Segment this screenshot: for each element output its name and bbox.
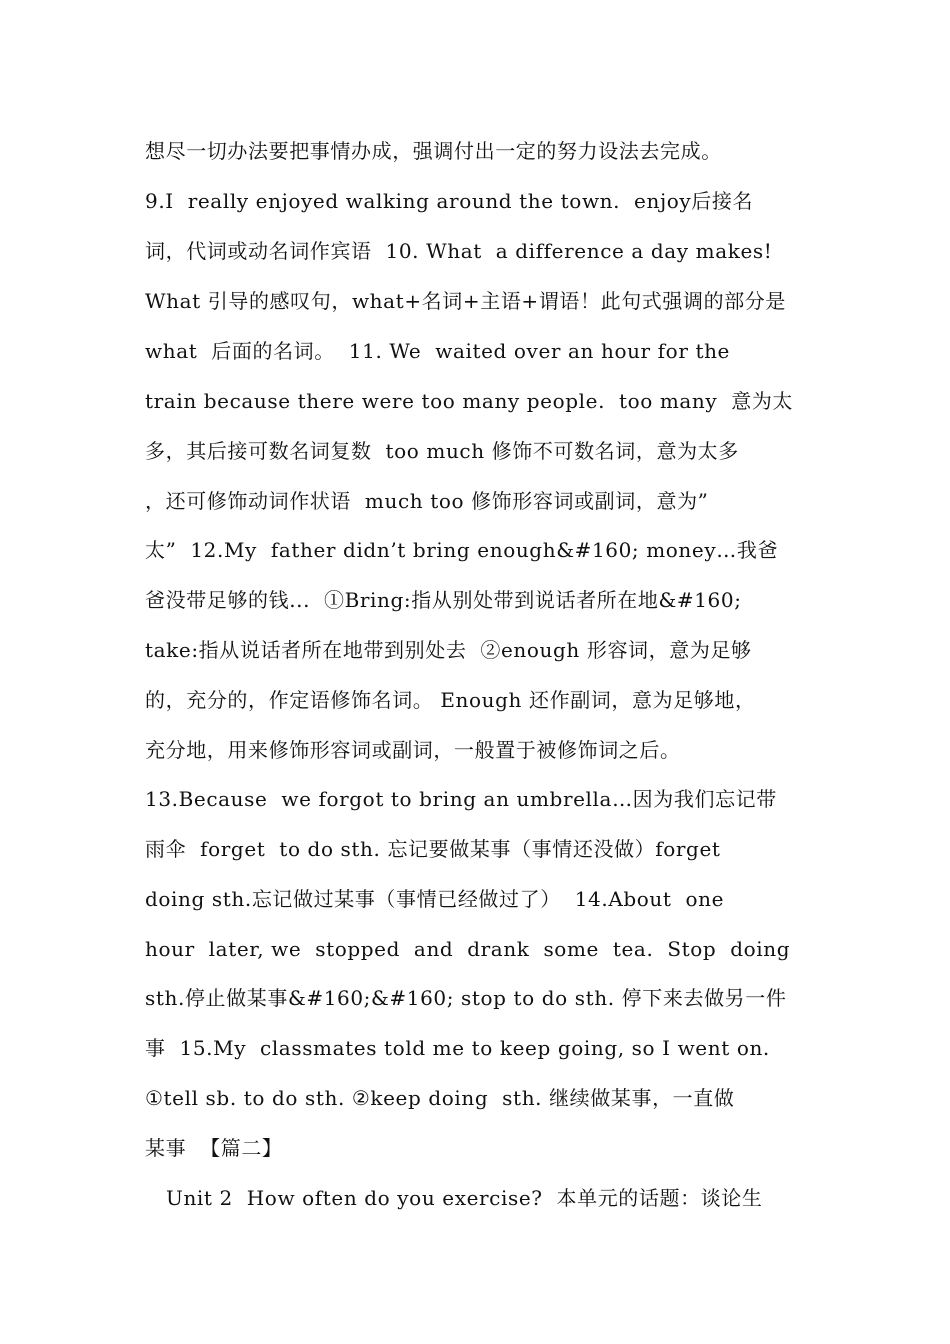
text-line: 9.I really enjoyed walking around the town. enjoy后接名 xyxy=(145,189,754,213)
text-line: what 后面的名词。 11. We waited over an hour for the xyxy=(145,339,730,363)
text-line: 事 15.My classmates told me to keep going, so I went on. xyxy=(145,1036,770,1060)
text-line: 太” 12.My father didn’t bring enough&#160; money…我爸 xyxy=(145,538,779,562)
text-line: 想尽一切办法要把事情办成，强调付出一定的努力设法去完成。 xyxy=(145,139,722,163)
text-line: 多，其后接可数名词复数 too much 修饰不可数名词，意为太多 xyxy=(145,439,739,463)
text-line: 充分地，用来修饰形容词或副词，一般置于被修饰词之后。 xyxy=(145,738,681,762)
text-line: hour later, we stopped and drank some tea. Stop doing xyxy=(145,937,791,961)
text-line: ，还可修饰动词作状语 much too 修饰形容词或副词，意为” xyxy=(145,489,709,513)
text-line: 词，代词或动名词作宾语 10. What a difference a day makes! xyxy=(145,239,773,263)
text-line: doing sth.忘记做过某事（事情已经做过了） 14.About one xyxy=(145,887,725,911)
text-line: ①tell sb. to do sth. ②keep doing sth. 继续做某事，一直做 xyxy=(145,1086,735,1110)
text-line: sth.停止做某事&#160;&#160; stop to do sth. 停下来去做另一件 xyxy=(145,986,787,1010)
text-line: What 引导的感叹句，what+名词+主语+谓语！此句式强调的部分是 xyxy=(145,289,786,313)
text-line: 爸没带足够的钱... ①Bring:指从别处带到说话者所在地&#160; xyxy=(145,588,742,612)
text-line: train because there were too many people. too many 意为太 xyxy=(145,389,794,413)
text-line: 雨伞 forget to do sth. 忘记要做某事（事情还没做）forget xyxy=(145,837,721,861)
text-line: Unit 2 How often do you exercise? 本单元的话题：谈论生 xyxy=(166,1186,763,1210)
text-line: 13.Because we forgot to bring an umbrella…因为我们忘记带 xyxy=(145,787,777,811)
text-line: 某事 【篇二】 xyxy=(145,1136,283,1160)
text-line: 的，充分的，作定语修饰名词。 Enough 还作副词，意为足够地， xyxy=(145,688,756,712)
text-line: take:指从说话者所在地带到别处去 ②enough 形容词，意为足够 xyxy=(145,638,752,662)
